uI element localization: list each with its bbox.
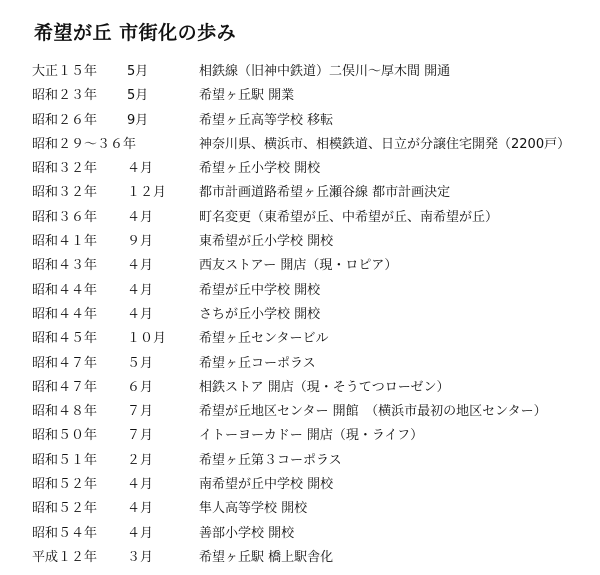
timeline-row: [0, 475, 600, 499]
timeline-month: ４月: [127, 258, 154, 274]
timeline-row: [0, 159, 600, 183]
timeline-event: 善部小学校 開校: [199, 525, 295, 541]
timeline-month: ９月: [127, 234, 154, 250]
timeline-month: １２月: [127, 185, 167, 201]
timeline-month: 9月: [127, 112, 149, 128]
timeline-year: 平成１２年: [32, 549, 98, 565]
timeline-month: ４月: [127, 282, 154, 298]
timeline-month: ３月: [127, 549, 154, 565]
timeline-month: ７月: [127, 428, 154, 444]
timeline-row: [0, 305, 600, 329]
timeline-row: [0, 232, 600, 256]
timeline-row: [0, 499, 600, 523]
timeline-month: ４月: [127, 306, 154, 322]
timeline-event: 都市計画道路希望ヶ丘瀬谷線 都市計画決定: [199, 185, 451, 201]
timeline-month: ４月: [127, 501, 154, 517]
timeline-year: 昭和５０年: [32, 428, 98, 444]
timeline-event: 相鉄線（旧神中鉄道）二俣川〜厚木間 開通: [199, 64, 451, 79]
timeline-year: 昭和４１年: [32, 234, 98, 250]
timeline-month: 5月: [127, 64, 149, 79]
timeline-event: 希望ヶ丘駅 橋上駅舎化: [199, 549, 334, 565]
timeline-event: 相鉄ストア 開店（現・そうてつローゼン）: [199, 379, 450, 395]
timeline-list: [0, 62, 600, 572]
timeline-event: 希望ヶ丘高等学校 移転: [199, 112, 334, 128]
timeline-month: ４月: [127, 525, 154, 541]
timeline-event: 希望が丘中学校 開校: [199, 282, 321, 298]
timeline-row: [0, 183, 600, 207]
timeline-month: 5月: [127, 88, 149, 104]
timeline-event: 希望ヶ丘駅 開業: [199, 88, 295, 104]
timeline-event: さちが丘小学校 開校: [199, 306, 321, 322]
timeline-month: ６月: [127, 379, 154, 395]
timeline-year: 昭和４７年: [32, 379, 98, 395]
timeline-event: イトーヨーカドー 開店（現・ライフ）: [199, 428, 424, 444]
timeline-year: 昭和２３年: [32, 88, 98, 104]
timeline-month: ７月: [127, 404, 154, 420]
timeline-event: 隼人高等学校 開校: [199, 501, 308, 517]
timeline-row: [0, 281, 600, 305]
timeline-year: 昭和４５年: [32, 331, 98, 347]
timeline-month: ４月: [127, 209, 154, 225]
timeline-event: 希望ヶ丘第３コーポラス: [199, 452, 342, 468]
timeline-row: [0, 402, 600, 426]
timeline-year: 昭和３６年: [32, 209, 98, 225]
timeline-year: 昭和５１年: [32, 452, 98, 468]
timeline-row: [0, 378, 600, 402]
timeline-event: 町名変更（東希望が丘、中希望が丘、南希望が丘）: [199, 209, 499, 225]
timeline-row: [0, 256, 600, 280]
timeline-year: 昭和４７年: [32, 355, 98, 371]
timeline-month: ４月: [127, 477, 154, 493]
timeline-event: 南希望が丘中学校 開校: [199, 477, 334, 493]
timeline-row: [0, 451, 600, 475]
timeline-row: [0, 329, 600, 353]
timeline-year: 昭和５２年: [32, 477, 98, 493]
timeline-event: 希望が丘地区センター 開館 （横浜市最初の地区センター）: [199, 404, 547, 420]
timeline-year: 昭和３２年: [32, 185, 98, 201]
timeline-row: [0, 524, 600, 548]
timeline-year: 昭和３２年: [32, 161, 98, 177]
timeline-row: [0, 111, 600, 135]
timeline-month: １０月: [127, 331, 167, 347]
timeline-row: [0, 62, 600, 86]
timeline-year: 昭和４４年: [32, 282, 98, 298]
page-title: 希望が丘 市街化の歩み: [34, 22, 237, 44]
timeline-row: [0, 208, 600, 232]
timeline-row: [0, 548, 600, 572]
timeline-event: 東希望が丘小学校 開校: [199, 234, 334, 250]
timeline-row: [0, 135, 600, 159]
timeline-row: [0, 86, 600, 110]
timeline-year: 昭和４３年: [32, 258, 98, 274]
timeline-event: 神奈川県、横浜市、相模鉄道、日立が分譲住宅開発（2200戸）: [199, 136, 571, 152]
timeline-year: 昭和５２年: [32, 501, 98, 517]
timeline-year: 昭和５４年: [32, 525, 98, 541]
timeline-year: 昭和２９〜３６年: [32, 136, 137, 152]
timeline-event: 希望ヶ丘センタービル: [199, 331, 329, 347]
timeline-year: 昭和２６年: [32, 112, 98, 128]
timeline-month: ５月: [127, 355, 154, 371]
timeline-row: [0, 354, 600, 378]
timeline-year: 昭和４４年: [32, 306, 98, 322]
timeline-month: ４月: [127, 161, 154, 177]
timeline-event: 西友ストアー 開店（現・ロピア）: [199, 258, 398, 274]
timeline-month: ２月: [127, 452, 154, 468]
timeline-event: 希望ヶ丘コーポラス: [199, 355, 316, 371]
timeline-event: 希望ヶ丘小学校 開校: [199, 161, 321, 177]
timeline-year: 大正１５年: [32, 64, 98, 79]
timeline-year: 昭和４８年: [32, 404, 98, 420]
timeline-row: [0, 426, 600, 450]
